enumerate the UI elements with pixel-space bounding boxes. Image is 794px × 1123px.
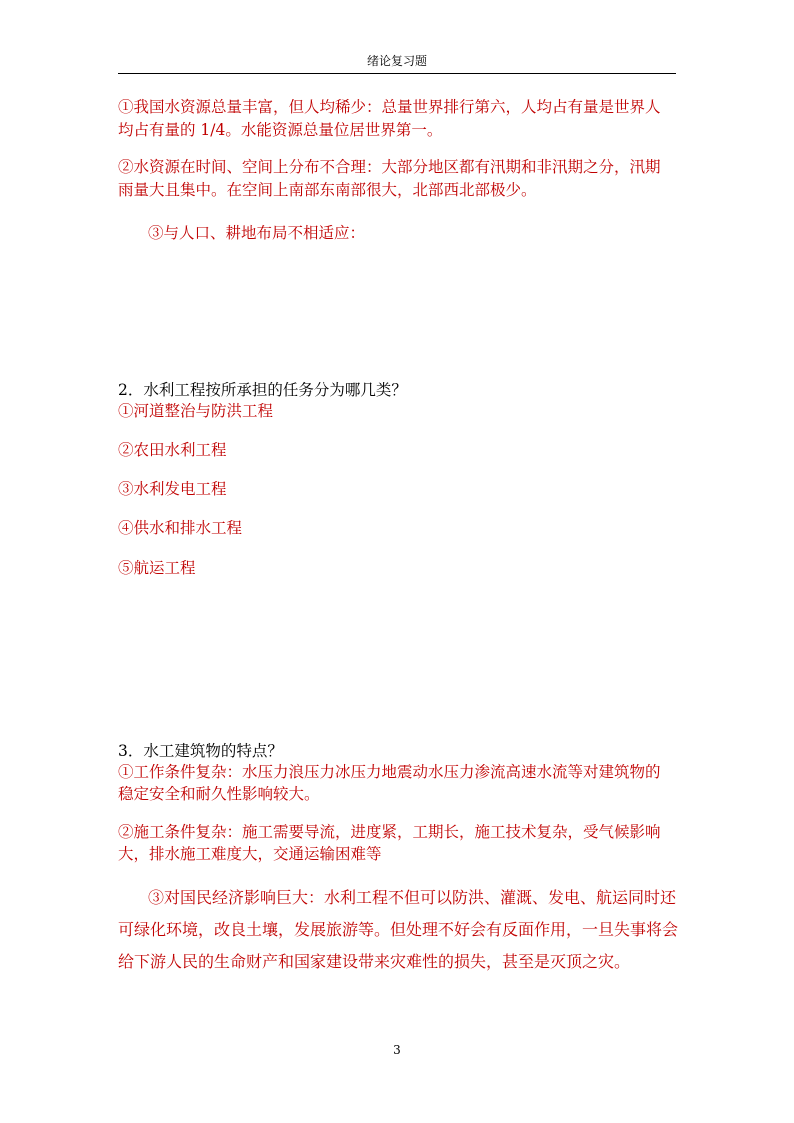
s1-item2-line1: ②水资源在时间、空间上分布不合理：大部分地区都有汛期和非汛期之分，汛期 bbox=[118, 158, 661, 176]
s2-item-2: ②农田水利工程 bbox=[118, 441, 227, 459]
s3-item2-line1: ②施工条件复杂：施工需要导流，进度紧，工期长，施工技术复杂，受气候影响 bbox=[118, 823, 661, 841]
s1-item3: ③与人口、耕地布局不相适应： bbox=[148, 224, 366, 242]
s2-question: 2．水利工程按所承担的任务分为哪几类？ bbox=[118, 381, 407, 399]
s2-item-3: ③水利发电工程 bbox=[118, 480, 227, 498]
s2-item-4: ④供水和排水工程 bbox=[118, 519, 243, 537]
s2-item-5: ⑤航运工程 bbox=[118, 559, 196, 577]
s1-item2-line2: 雨量大且集中。在空间上南部东南部很大，北部西北部极少。 bbox=[118, 181, 537, 199]
s3-item3-line2: 可绿化环境，改良土壤，发展旅游等。但处理不好会有反面作用，一旦失事将会 bbox=[118, 920, 679, 939]
header-rule bbox=[118, 73, 676, 74]
s1-item1-line1: ①我国水资源总量丰富，但人均稀少：总量世界排行第六，人均占有量是世界人 bbox=[118, 98, 661, 116]
s1-item1-line2: 均占有量的 1/4。水能资源总量位居世界第一。 bbox=[118, 121, 443, 139]
s3-item2-line2: 大，排水施工难度大，交通运输困难等 bbox=[118, 845, 382, 863]
header-title: 绪论复习题 bbox=[366, 54, 427, 68]
s2-item-1: ①河道整治与防洪工程 bbox=[118, 402, 274, 420]
page-number: 3 bbox=[393, 1043, 401, 1057]
s3-item3-line1: ③对国民经济影响巨大：水利工程不但可以防洪、灌溉、发电、航运同时还 bbox=[148, 888, 677, 907]
s3-item1-line2: 稳定安全和耐久性影响较大。 bbox=[118, 785, 320, 803]
s3-item3-line3: 给下游人民的生命财产和国家建设带来灾难性的损失，甚至是灭顶之灾。 bbox=[118, 952, 631, 971]
s3-item1-line1: ①工作条件复杂：水压力浪压力冰压力地震动水压力渗流高速水流等对建筑物的 bbox=[118, 763, 661, 781]
s3-question: 3．水工建筑物的特点？ bbox=[118, 742, 283, 760]
